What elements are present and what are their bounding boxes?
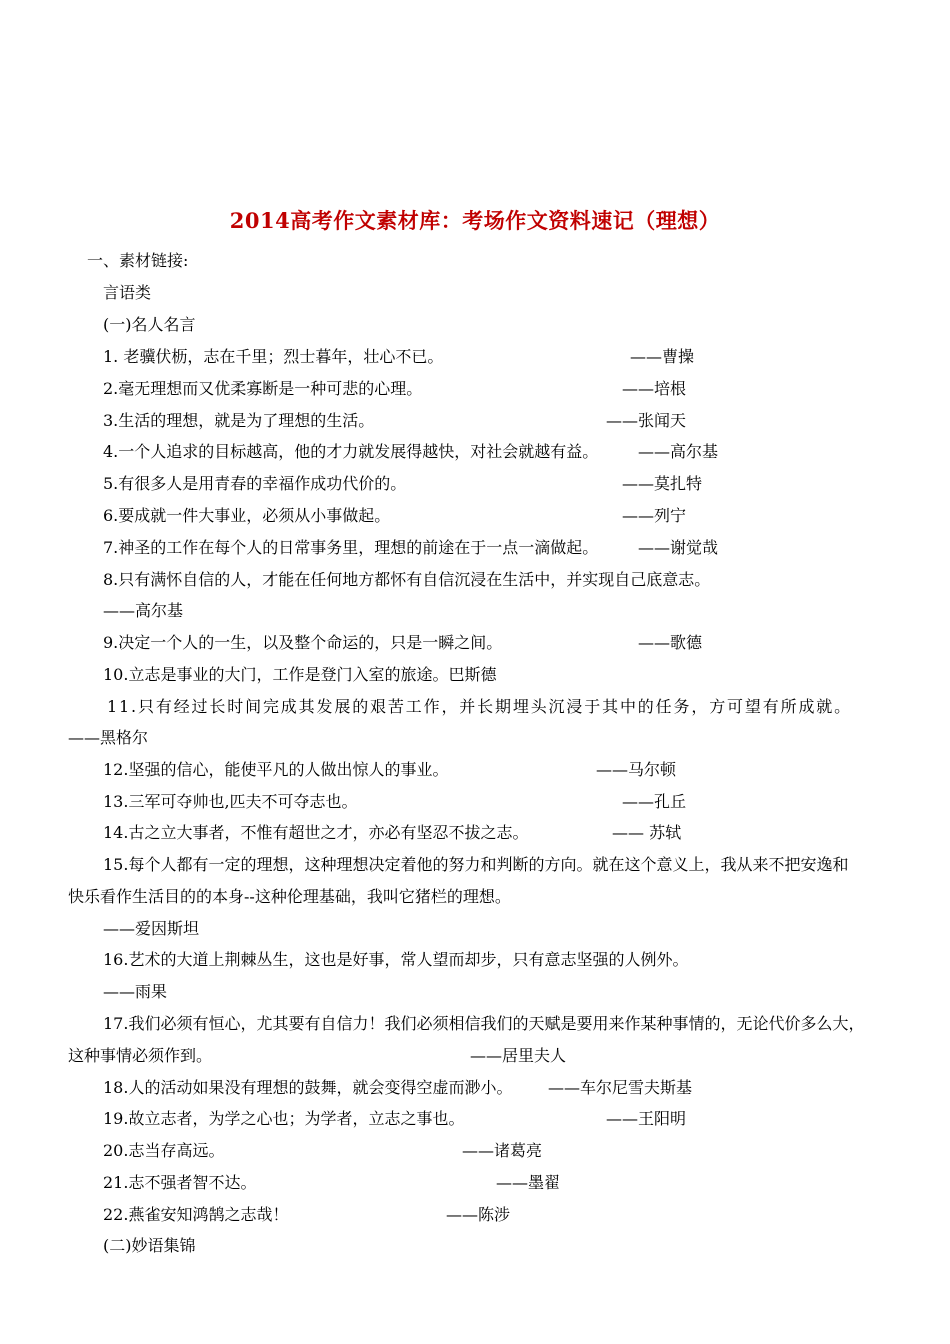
- quote-text: 19.故立志者，为学之心也；为学者，立志之事也。: [103, 1109, 465, 1128]
- quote-text: 13.三军可夺帅也,匹夫不可夺志也。: [103, 792, 358, 811]
- quote-author: ——张闻天: [606, 411, 687, 430]
- quote-text: 4.一个人追求的目标越高，他的才力就发展得越快，对社会就越有益。: [103, 442, 599, 461]
- quote-text: 11.只有经过长时间完成其发展的艰苦工作，并长期埋头沉浸于其中的任务，方可望有所成就。: [107, 697, 852, 716]
- quote-author: ——莫扎特: [622, 474, 703, 493]
- quote-text: 18.人的活动如果没有理想的鼓舞，就会变得空虚而渺小。: [103, 1078, 513, 1097]
- quote-text: 9.决定一个人的一生，以及整个命运的，只是一瞬之间。: [103, 633, 503, 652]
- quote-text: 12.坚强的信心，能使平凡的人做出惊人的事业。: [103, 760, 449, 779]
- quote-author: ——列宁: [622, 506, 687, 525]
- quote-author: ——培根: [622, 379, 687, 398]
- quote-text: 8.只有满怀自信的人，才能在任何地方都怀有自信沉浸在生活中，并实现自己底意志。: [103, 570, 711, 589]
- quote-author: ——谢觉哉: [638, 538, 719, 557]
- quote-text: 22.燕雀安知鸿鹄之志哉！: [103, 1205, 289, 1224]
- section-heading: 一、素材链接:: [87, 251, 189, 270]
- quote-author: ——爱因斯坦: [103, 919, 200, 938]
- quote-author: —— 苏轼: [612, 823, 682, 842]
- quote-author: ——墨翟: [496, 1173, 561, 1192]
- quote-text: 3.生活的理想，就是为了理想的生活。: [103, 411, 375, 430]
- sub-heading-witty-sayings: (二)妙语集锦: [103, 1236, 196, 1255]
- quote-author: ——黑格尔: [68, 728, 149, 747]
- document-title: 2014高考作文素材库：考场作文资料速记（理想）: [229, 208, 721, 233]
- quote-text: 2.毫无理想而又优柔寡断是一种可悲的心理。: [103, 379, 423, 398]
- quote-author: ——诸葛亮: [462, 1141, 543, 1160]
- quote-author: ——马尔顿: [596, 760, 677, 779]
- quote-text: 21.志不强者智不达。: [103, 1173, 257, 1192]
- quote-text-continued: 这种事情必须作到。: [68, 1046, 213, 1065]
- quote-text: 20.志当存高远。: [103, 1141, 225, 1160]
- quote-text: 1. 老骥伏枥，志在千里；烈士暮年，壮心不已。: [103, 347, 444, 366]
- quote-author: ——雨果: [103, 982, 168, 1001]
- quote-text: 14.古之立大事者，不惟有超世之才，亦必有坚忍不拔之志。: [103, 823, 529, 842]
- quote-author: ——曹操: [630, 347, 695, 366]
- quote-text: 5.有很多人是用青春的幸福作成功代价的。: [103, 474, 407, 493]
- category-label: 言语类: [103, 283, 152, 302]
- quote-text: 16.艺术的大道上荆棘丛生，这也是好事，常人望而却步，只有意志坚强的人例外。: [103, 950, 689, 969]
- quote-author: ——居里夫人: [470, 1046, 567, 1065]
- quote-author: ——孔丘: [622, 792, 687, 811]
- quote-author: ——车尔尼雪夫斯基: [548, 1078, 693, 1097]
- sub-heading-famous-quotes: (一)名人名言: [103, 315, 196, 334]
- quote-author: ——高尔基: [103, 601, 184, 620]
- quote-text: 15.每个人都有一定的理想，这种理想决定着他的努力和判断的方向。就在这个意义上，我从来不把安逸和: [103, 855, 849, 874]
- quote-author: ——陈涉: [446, 1205, 511, 1224]
- quote-author: ——王阳明: [606, 1109, 687, 1128]
- quote-text: 10.立志是事业的大门，工作是登门入室的旅途。巴斯德: [103, 665, 497, 684]
- quote-author: ——歌德: [638, 633, 703, 652]
- quote-author: ——高尔基: [638, 442, 719, 461]
- quote-text-continued: 快乐看作生活目的的本身--这种伦理基础，我叫它猪栏的理想。: [68, 887, 511, 906]
- quote-text: 6.要成就一件大事业，必须从小事做起。: [103, 506, 391, 525]
- quote-text: 17.我们必须有恒心，尤其要有自信力！我们必须相信我们的天赋是要用来作某种事情的，无论代价多么大，: [103, 1014, 865, 1033]
- quote-text: 7.神圣的工作在每个人的日常事务里，理想的前途在于一点一滴做起。: [103, 538, 599, 557]
